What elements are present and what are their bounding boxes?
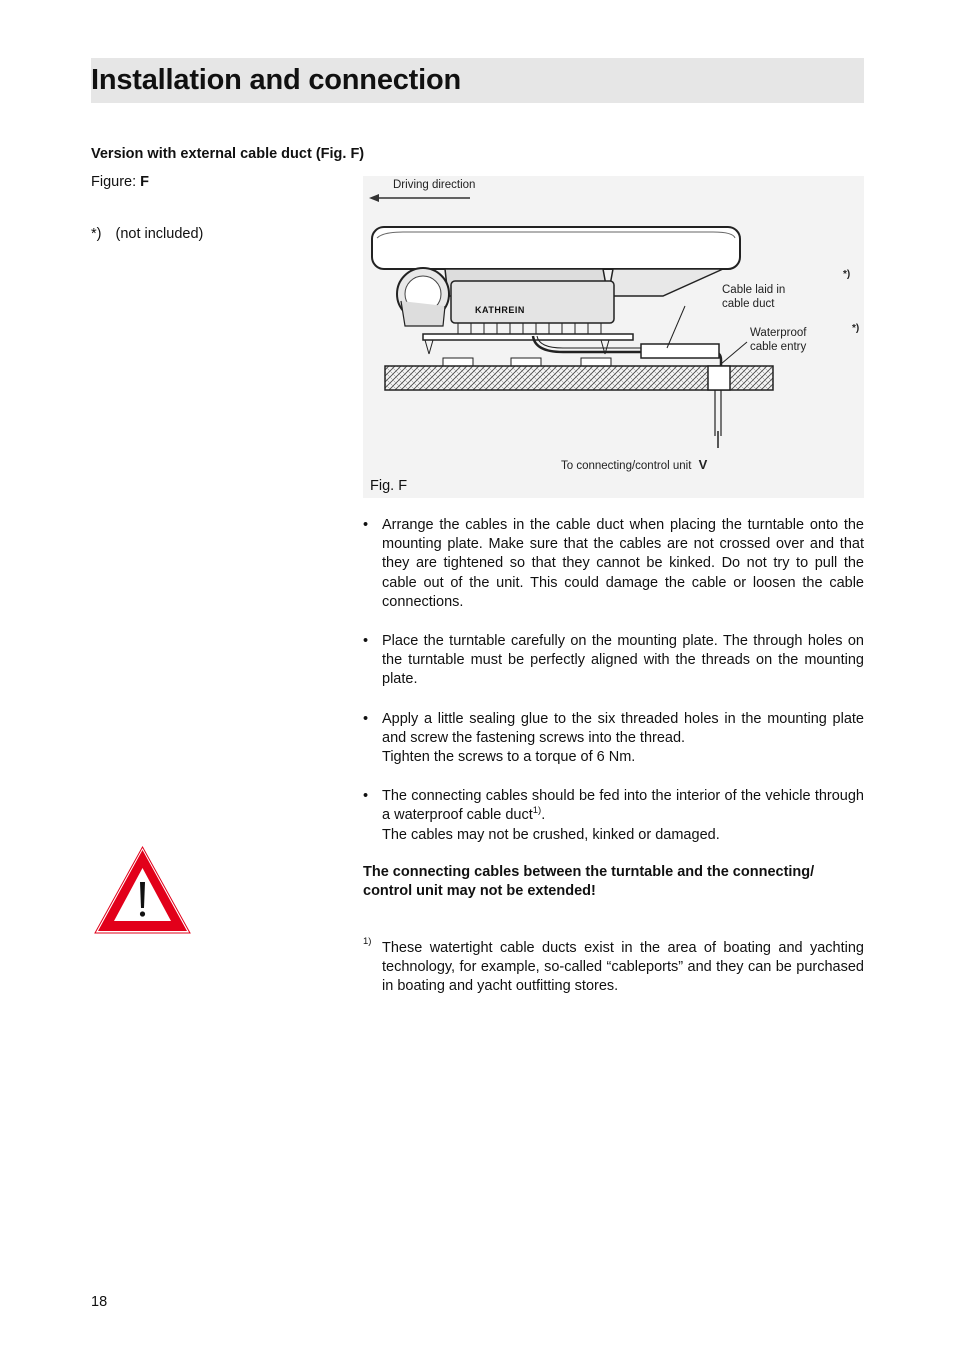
driving-direction-label: Driving direction (393, 179, 476, 191)
cable-duct-label (722, 283, 785, 311)
list-item (363, 787, 864, 845)
footnote: 1) These watertight cable ducts exist in the area of boating and yachting technology, for example, so-called “cableports” and they can be purchased in boating and yacht outfitting stores. (363, 939, 864, 997)
bullet-marker: • (363, 633, 369, 650)
connecting-unit-label (561, 458, 707, 473)
figure-f (363, 176, 864, 498)
star-mark-2: *) (852, 323, 860, 334)
star-mark-1: *) (843, 269, 851, 280)
bullet-marker: • (363, 517, 369, 533)
star-note-text: (not included) (115, 226, 204, 242)
bullet-marker: • (363, 788, 369, 805)
instruction-list (363, 516, 864, 865)
page-number: 18 (91, 1294, 108, 1310)
figure-reference (91, 174, 149, 190)
list-item-text: Place the turntable carefully on the mounting plate. The through holes on the turntable must be perfectly aligned with the threads on the mounting plate. (382, 633, 864, 688)
bullet-marker: • (363, 710, 369, 727)
figure-reference-label: Figure: (91, 174, 141, 190)
figure-caption: Fig. F (370, 478, 408, 494)
section-heading: Version with external cable duct (Fig. F) (91, 146, 365, 162)
driving-direction-arrow (369, 194, 470, 202)
list-item-text-end: . (541, 807, 546, 824)
star-note (91, 226, 203, 242)
waterproof-entry-line1: Waterproof (750, 327, 807, 339)
figure-reference-value: F (140, 174, 150, 190)
list-item (363, 632, 864, 690)
header-bar (91, 58, 864, 103)
list-item (363, 516, 864, 612)
star-note-mark: *) (91, 226, 102, 242)
cable-duct-label-line1: Cable laid in (722, 284, 786, 296)
brand-label: KATHREIN (475, 305, 525, 315)
cable-duct-label-line2: cable duct (722, 298, 775, 310)
footnote-text: These watertight cable ducts exist in the area of boating and yachting technology, for example, so-called “cableports” and they can be purchased in boating and yacht outfitting stores. (382, 940, 864, 995)
warning-triangle-icon (92, 844, 193, 936)
connecting-unit-text: To connecting/control unit (561, 460, 692, 472)
footnote-reference: 1) (532, 805, 542, 817)
page-title: Installation and connection (91, 64, 462, 96)
waterproof-entry-line2: cable entry (750, 341, 807, 353)
list-item-text: Arrange the cables in the cable duct when placing the turntable onto the mounting plate. Make sure that the cables are not crossed over and that they are tightened so that they cannot be kinked. Do not try to pull the cable out of the unit. This could damage the cable or loosen the cable connections. (382, 517, 864, 610)
list-item-text (382, 787, 864, 825)
list-item-text: Tighten the screws to a torque of 6 Nm. (382, 749, 636, 766)
list-item-text-main: The connecting cables should be fed into the interior of the vehicle through a waterproof cable duct (382, 788, 864, 824)
list-item-text: The cables may not be crushed, kinked or damaged. (382, 826, 720, 843)
warning-text: The connecting cables between the turntable and the connecting/ control unit may not be extended! (363, 864, 815, 900)
connecting-unit-mark: V (698, 457, 708, 472)
list-item-text: Apply a little sealing glue to the six threaded holes in the mounting plate and screw the fastening screws into the thread. (382, 710, 864, 746)
waterproof-entry-label (750, 326, 806, 354)
list-item (363, 710, 864, 768)
